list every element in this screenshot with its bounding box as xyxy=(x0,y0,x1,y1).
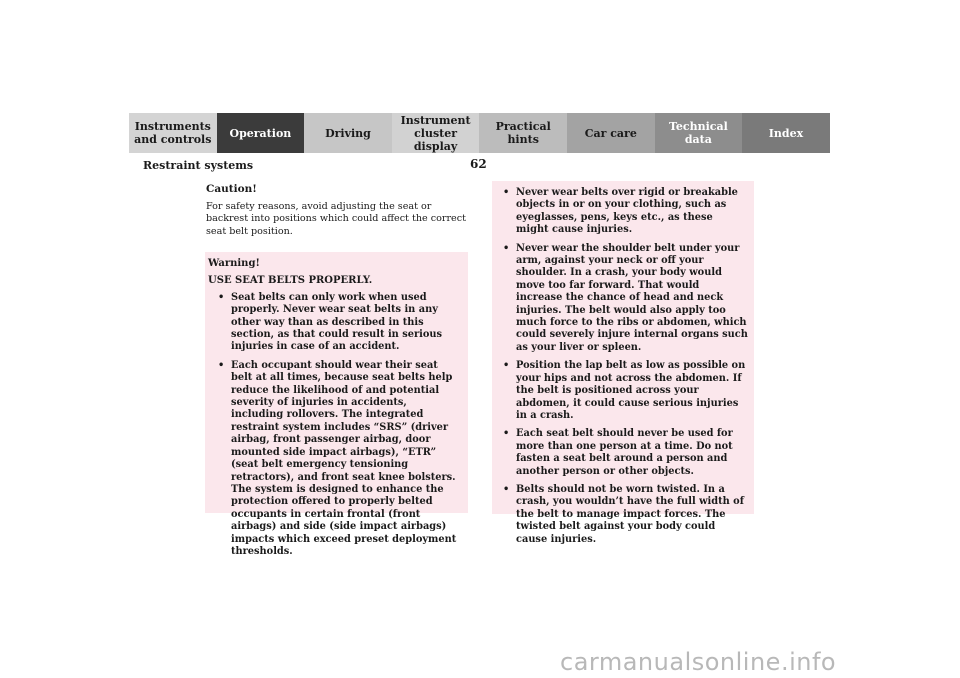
list-item-text: Each seat belt should never be used for more than one person at a time. Do not fasten a seat belt around a person and another person or other objects. xyxy=(516,428,733,477)
warning-bullet-list xyxy=(208,292,462,559)
list-item-text: Seat belts can only work when used properly. Never wear seat belts in any other way than as described in this section, as that could result in serious injuries in case of an accident. xyxy=(231,291,443,353)
caution-block xyxy=(206,183,468,238)
list-item-text: Belts should not be worn twisted. In a crash, you wouldn’t have the full width of the belt to manage impact forces. The twisted belt against your body could cause injuries. xyxy=(516,483,744,545)
list-item-text: Never wear the shoulder belt under your arm, against your neck or off your shoulder. In a crash, your body would move too far forward. That would increase the chance of head and neck injuries. The belt would also apply too much force to the ribs or abdomen, which could severely injure internal organs such as your liver or spleen. xyxy=(516,242,748,353)
list-item xyxy=(503,360,748,422)
warning-continued-list xyxy=(503,187,748,546)
list-item xyxy=(218,292,462,354)
list-item-text: Position the lap belt as low as possible on your hips and not across the abdomen. If the belt is positioned across your abdomen, it could cause serious injuries in a crash. xyxy=(516,360,746,421)
tab-instruments-and-controls[interactable]: Instruments and controls xyxy=(129,113,217,153)
chapter-nav xyxy=(129,113,830,153)
section-title: Restraint systems xyxy=(143,159,254,172)
tab-technical-data[interactable]: Technical data xyxy=(655,113,743,153)
warning-continued-box xyxy=(492,181,754,545)
warning-subtitle: USE SEAT BELTS PROPERLY. xyxy=(208,275,373,287)
bullet-icon: • xyxy=(503,360,510,372)
list-item xyxy=(503,187,748,237)
tab-driving[interactable]: Driving xyxy=(304,113,392,153)
watermark: carmanualsonline.info xyxy=(560,648,837,676)
bullet-icon: • xyxy=(218,359,225,371)
caution-heading: Caution! xyxy=(206,183,257,195)
warning-box xyxy=(205,252,468,557)
list-item-text: Each occupant should wear their seat belt at all times, because seat belts help reduce the likelihood of and potential severity of injuries in accidents, including rollovers. The integrated restraint system includes “SRS” (driver airbag, front passenger airbag, door mounted side impact airbags), “ETR” (seat belt emergency tensioning retractors), and front seat knee bolsters. The system is designed to enhance the protection offered to properly belted occupants in certain frontal (front airbags) and side (side impact airbags) impacts which exceed preset deployment thresholds. xyxy=(231,359,457,557)
bullet-icon: • xyxy=(503,242,510,254)
bullet-icon: • xyxy=(503,187,510,198)
tab-practical-hints[interactable]: Practical hints xyxy=(479,113,567,153)
page-number: 62 xyxy=(470,157,487,171)
list-item-text: Never wear belts over rigid or breakable objects in or on your clothing, such as eyeglasses, pens, keys etc., as these might cause injuries. xyxy=(516,187,738,236)
caution-text: For safety reasons, avoid adjusting the seat or backrest into positions which could affect the correct seat belt position. xyxy=(206,201,466,237)
list-item xyxy=(218,360,462,559)
tab-car-care[interactable]: Car care xyxy=(567,113,655,153)
warning-title: Warning! xyxy=(208,258,260,269)
bullet-icon: • xyxy=(503,483,510,495)
tab-index[interactable]: Index xyxy=(742,113,830,153)
tab-operation[interactable]: Operation xyxy=(217,113,305,153)
tab-instrument-cluster-display[interactable]: Instrument cluster display xyxy=(392,113,480,153)
bullet-icon: • xyxy=(218,291,225,303)
bullet-icon: • xyxy=(503,428,510,440)
list-item xyxy=(503,243,748,355)
list-item xyxy=(503,484,748,546)
list-item xyxy=(503,428,748,478)
